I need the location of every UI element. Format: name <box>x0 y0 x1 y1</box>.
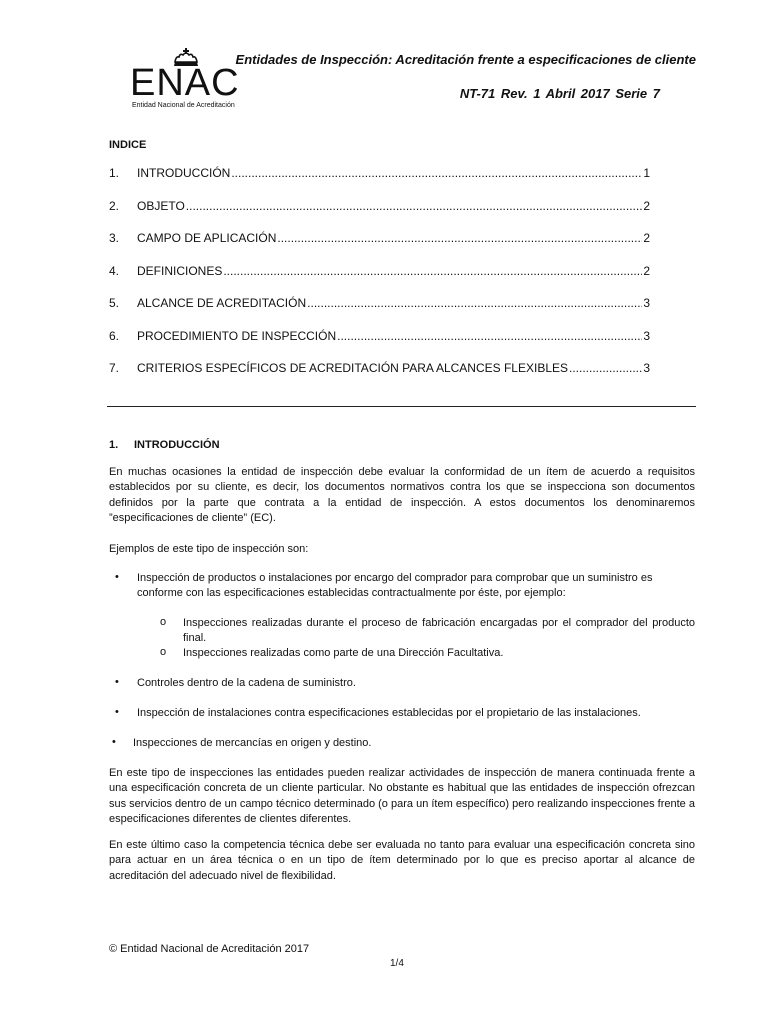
toc-leader-dots <box>307 296 642 310</box>
toc-entry-page: 3 <box>643 296 650 310</box>
toc-entry[interactable] <box>109 361 650 394</box>
paragraph: En este último caso la competencia técnica debe ser evaluada no tanto para evaluar una especificación concreta sino para actuar en un área técnica o en un tipo de ítem determinado por lo que es preciso aportar al alcance de acreditación del adecuado nivel de flexibilidad. <box>109 839 695 882</box>
paragraph: Ejemplos de este tipo de inspección son: <box>109 543 309 555</box>
section-title: INTRODUCCIÓN <box>134 439 220 451</box>
sub-list-item: Inspecciones realizadas como parte de una Dirección Facultativa. <box>183 647 504 659</box>
copyright-footer: © Entidad Nacional de Acreditación 2017 <box>109 943 310 955</box>
toc-leader-dots <box>277 231 642 245</box>
toc-entry-title: OBJETO <box>137 198 185 213</box>
list-item: Inspección de instalaciones contra especificaciones establecidas por el propietario de las instalaciones. <box>137 707 641 719</box>
toc-leader-dots <box>569 361 642 375</box>
toc-entry-number: 3. <box>109 231 120 245</box>
enac-logo <box>130 48 242 112</box>
toc-entry-page: 2 <box>643 263 650 278</box>
document-title: Entidades de Inspección: Acreditación frente a especificaciones de cliente <box>235 52 696 67</box>
toc-entry[interactable] <box>109 296 650 329</box>
toc-entry-title: CAMPO DE APLICACIÓN <box>137 231 277 245</box>
paragraph: En este tipo de inspecciones las entidades pueden realizar actividades de inspección de manera continuada frente a una especificación concreta de un cliente particular. No obstante es habitual que las entidades de inspección ofrezcan sus servicios dentro de un campo técnico determinado (o para un ítem específico) pero realizando inspecciones frente a especificaciones diferentes de clientes diferentes. <box>109 767 695 825</box>
list-item: Inspección de productos o instalaciones por encargo del comprador para comprobar que un suministro es conforme con las especificaciones establecidas contractualmente por éste, por ejemplo: <box>137 572 653 600</box>
toc-entry-title: INTRODUCCIÓN <box>137 166 231 180</box>
bullet-icon: • <box>115 676 119 688</box>
logo-wordmark: ENAC <box>130 62 240 104</box>
toc-heading: INDICE <box>109 139 147 151</box>
toc-entry-title: DEFINICIONES <box>137 263 223 278</box>
bullet-icon: • <box>112 736 116 748</box>
toc-entry[interactable] <box>109 231 650 264</box>
toc-entry-page: 3 <box>643 361 650 375</box>
toc-entry-number: 5. <box>109 296 120 310</box>
sub-list-item: Inspecciones realizadas durante el proceso de fabricación encargadas por el comprador del producto final. <box>183 617 695 645</box>
page-number: 1/4 <box>390 958 404 969</box>
list-item: Controles dentro de la cadena de suministro. <box>137 677 356 689</box>
logo-subtitle: Entidad Nacional de Acreditación <box>132 102 235 109</box>
toc-entry-number: 7. <box>109 361 120 375</box>
toc-entry-title: CRITERIOS ESPECÍFICOS DE ACREDITACIÓN PARA ALCANCES FLEXIBLES <box>137 361 568 375</box>
toc-entry-title: PROCEDIMIENTO DE INSPECCIÓN <box>137 328 337 343</box>
toc-entry[interactable] <box>109 329 650 362</box>
toc-entry-page: 2 <box>643 231 650 245</box>
toc-entry-page: 2 <box>643 198 650 213</box>
paragraph: En muchas ocasiones la entidad de inspección debe evaluar la conformidad de un ítem de acuerdo a requisitos establecidos por su cliente, es decir, los documentos normativos contra los que se inspecciona son documentos definidos por la parte que contrata a la entidad de inspección. A estos documentos los denominaremos ”especificaciones de cliente” (EC). <box>109 466 695 524</box>
circle-bullet-icon: o <box>160 646 167 658</box>
toc-entry-page: 1 <box>643 166 650 180</box>
toc-entry-number: 4. <box>109 263 120 278</box>
circle-bullet-icon: o <box>160 616 167 628</box>
toc-leader-dots <box>186 199 643 213</box>
toc-entry-page: 3 <box>643 328 650 343</box>
toc-entry[interactable] <box>109 264 650 297</box>
bullet-icon: • <box>115 571 119 583</box>
section-heading <box>109 439 220 451</box>
toc-leader-dots <box>337 329 642 343</box>
document-reference: NT-71 Rev. 1 Abril 2017 Serie 7 <box>459 86 660 101</box>
toc-entry-number: 6. <box>109 328 120 343</box>
toc-entry[interactable] <box>109 166 650 199</box>
toc-entry-title: ALCANCE DE ACREDITACIÓN <box>137 296 307 310</box>
toc-entry-number: 1. <box>109 166 120 180</box>
toc-entry-number: 2. <box>109 198 120 213</box>
bullet-icon: • <box>115 706 119 718</box>
horizontal-divider <box>107 406 696 407</box>
toc-leader-dots <box>223 264 642 278</box>
toc-leader-dots <box>231 166 642 180</box>
toc-entry[interactable] <box>109 199 650 232</box>
table-of-contents <box>109 166 650 394</box>
list-item: Inspecciones de mercancías en origen y destino. <box>133 737 372 749</box>
section-number: 1. <box>109 439 119 451</box>
